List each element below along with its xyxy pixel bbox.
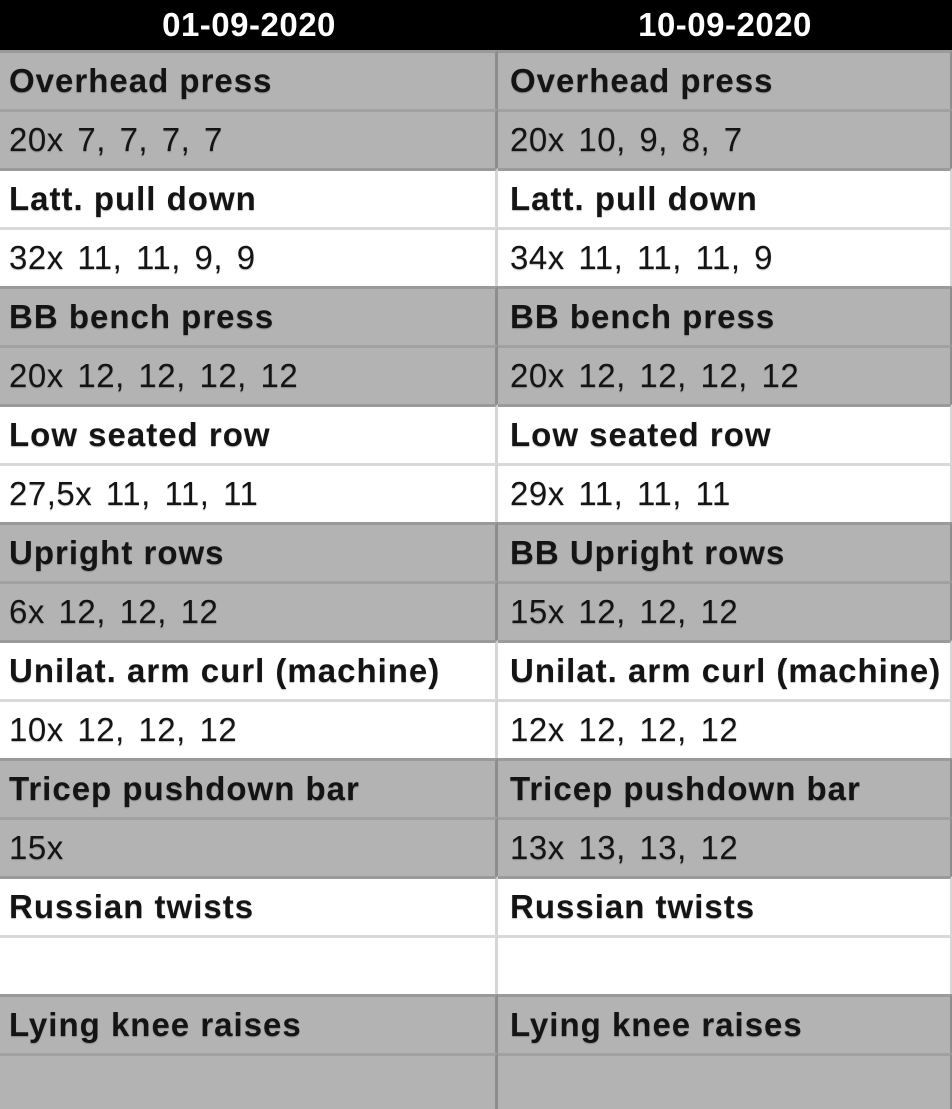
exercise-sets-cell[interactable]: 10x 12, 12, 12 [0,699,498,758]
exercise-name-cell[interactable]: Lying knee raises [498,994,952,1053]
exercise-sets-cell[interactable]: 29x 11, 11, 11 [498,463,952,522]
exercise-name-cell[interactable]: BB bench press [498,286,952,345]
exercise-sets-cell[interactable] [0,1053,498,1109]
exercise-sets-cell[interactable]: 32x 11, 11, 9, 9 [0,227,498,286]
exercise-sets-cell[interactable]: 15x 12, 12, 12 [498,581,952,640]
exercise-name-cell[interactable]: Russian twists [498,876,952,935]
exercise-name-cell[interactable]: Russian twists [0,876,498,935]
exercise-name-cell[interactable]: Lying knee raises [0,994,498,1053]
exercise-name-cell[interactable]: Tricep pushdown bar [0,758,498,817]
exercise-sets-cell[interactable] [0,935,498,994]
exercise-name-cell[interactable]: Low seated row [498,404,952,463]
exercise-sets-cell[interactable] [498,935,952,994]
exercise-name-cell[interactable]: Overhead press [0,50,498,109]
exercise-sets-cell[interactable]: 13x 13, 13, 12 [498,817,952,876]
exercise-sets-cell[interactable]: 12x 12, 12, 12 [498,699,952,758]
exercise-name-cell[interactable]: Latt. pull down [498,168,952,227]
exercise-name-cell[interactable]: Overhead press [498,50,952,109]
exercise-name-cell[interactable]: BB Upright rows [498,522,952,581]
exercise-sets-cell[interactable]: 15x [0,817,498,876]
exercise-sets-cell[interactable] [498,1053,952,1109]
exercise-name-cell[interactable]: Tricep pushdown bar [498,758,952,817]
rows-left [0,50,498,1109]
exercise-sets-cell[interactable]: 27,5x 11, 11, 11 [0,463,498,522]
exercise-sets-cell[interactable]: 20x 12, 12, 12, 12 [0,345,498,404]
exercise-name-cell[interactable]: Unilat. arm curl (machine) [498,640,952,699]
rows-right [498,50,952,1109]
exercise-sets-cell[interactable]: 34x 11, 11, 11, 9 [498,227,952,286]
exercise-name-cell[interactable]: Latt. pull down [0,168,498,227]
exercise-name-cell[interactable]: Unilat. arm curl (machine) [0,640,498,699]
date-header-left[interactable]: 01-09-2020 [0,0,498,50]
exercise-sets-cell[interactable]: 20x 10, 9, 8, 7 [498,109,952,168]
exercise-sets-cell[interactable]: 20x 7, 7, 7, 7 [0,109,498,168]
exercise-sets-cell[interactable]: 6x 12, 12, 12 [0,581,498,640]
exercise-name-cell[interactable]: Low seated row [0,404,498,463]
exercise-name-cell[interactable]: BB bench press [0,286,498,345]
date-header-right[interactable]: 10-09-2020 [498,0,952,50]
exercise-name-cell[interactable]: Upright rows [0,522,498,581]
exercise-sets-cell[interactable]: 20x 12, 12, 12, 12 [498,345,952,404]
workout-column-right [498,0,952,1109]
